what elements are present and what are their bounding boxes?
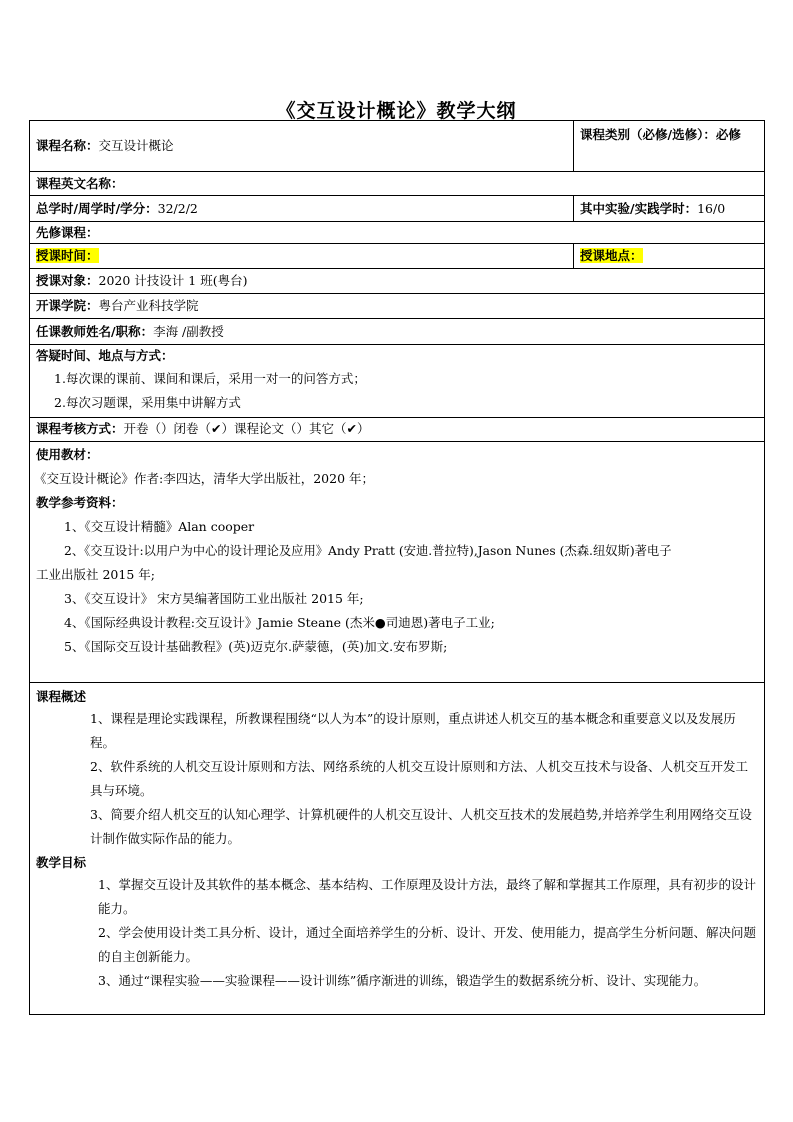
overview-label: 课程概述 <box>36 689 87 704</box>
lab-hours-label: 其中实验/实践学时： <box>580 201 698 216</box>
row-target <box>30 269 764 294</box>
exam-cell <box>36 419 369 439</box>
row-college <box>30 294 764 319</box>
qa-label: 答疑时间、地点与方式： <box>36 348 174 363</box>
course-name-value: 交互设计概论 <box>98 138 174 153</box>
prereq-label: 先修课程： <box>36 225 99 240</box>
prereq-cell <box>36 222 736 243</box>
hours-label: 总学时/周学时/学分： <box>36 201 158 216</box>
teacher-label: 任课教师姓名/职称： <box>36 324 154 339</box>
english-name-cell <box>36 172 736 195</box>
course-name-label: 课程名称： <box>36 138 99 153</box>
teacher-cell <box>36 319 736 344</box>
row-english-name <box>30 172 764 196</box>
course-type-cell <box>573 121 766 171</box>
row-time-place <box>30 244 764 269</box>
hours-cell <box>36 196 566 221</box>
reference-item: 1、《交互设计精髓》Alan cooper <box>64 519 255 534</box>
textbook-value: 《交互设计概论》作者:李四达，清华大学出版社，2020 年； <box>34 471 374 486</box>
goal-paragraph: 3、通过“课程实验——实验课程——设计训练”循序渐进的训练，锻造学生的数据系统分析、设计、实现能力。 <box>98 973 707 988</box>
exam-label: 课程考核方式： <box>36 421 124 436</box>
references-label: 教学参考资料： <box>36 495 124 510</box>
row-hours <box>30 196 764 222</box>
place-cell <box>573 244 766 268</box>
overview-paragraph: 1、课程是理论实践课程，所教课程围绕“以人为本”的设计原则，重点讲述人机交互的基本概念和重要意义以及发展历程。 <box>90 711 736 750</box>
reference-item: 4、《国际经典设计教程:交互设计》Jamie Steane (杰米●司迪恩)著电子工业; <box>64 615 495 630</box>
row-textbook <box>30 442 764 683</box>
goal-paragraph: 2、学会使用设计类工具分析、设计，通过全面培养学生的分析、设计、开发、使用能力，提高学生分析问题、解决问题的自主创新能力。 <box>98 925 756 964</box>
goal-paragraph: 1、掌握交互设计及其软件的基本概念、基本结构、工作原理及设计方法，最终了解和掌握其工作原理，具有初步的设计能力。 <box>98 877 756 916</box>
target-cell <box>36 269 736 293</box>
course-name-cell <box>36 121 576 171</box>
syllabus-table <box>29 120 765 1015</box>
place-label: 授课地点： <box>580 248 643 263</box>
qa-item: 2.每次习题课，采用集中讲解方式 <box>54 395 241 410</box>
overview-paragraph: 2、软件系统的人机交互设计原则和方法、网络系统的人机交互设计原则和方法、人机交互技术与设备、人机交互开发工具与环境。 <box>90 759 748 798</box>
goals-label: 教学目标 <box>36 855 87 870</box>
row-teacher <box>30 319 764 345</box>
time-cell <box>36 244 566 268</box>
textbook-label: 使用教材： <box>36 447 99 462</box>
course-type-label: 课程类别（必修/选修）：必修 <box>580 127 741 142</box>
row-course-name <box>30 121 764 172</box>
college-value: 粤台产业科技学院 <box>98 298 199 313</box>
row-exam <box>30 418 764 442</box>
reference-item: 5、《国际交互设计基础教程》(英)迈克尔.萨蒙德，(英)加文.安布罗斯; <box>64 639 448 654</box>
qa-item: 1.每次课的课前、课间和课后，采用一对一的问答方式； <box>54 371 366 386</box>
teacher-value: 李海 /副教授 <box>153 324 224 339</box>
row-prereq <box>30 222 764 244</box>
lab-hours-value: 16/0 <box>697 201 726 216</box>
hours-value: 32/2/2 <box>157 201 198 216</box>
page-title: 《交互设计概论》教学大纲 <box>276 100 517 122</box>
target-label: 授课对象： <box>36 273 99 288</box>
reference-item: 工业出版社 2015 年; <box>36 567 155 582</box>
reference-item: 3、《交互设计》 宋方昊编著国防工业出版社 2015 年; <box>64 591 364 606</box>
college-label: 开课学院： <box>36 298 99 313</box>
lab-hours-cell <box>573 196 766 221</box>
overview-paragraph: 3、简要介绍人机交互的认知心理学、计算机硬件的人机交互设计、人机交互技术的发展趋势,并培养学生利用网络交互设计制作做实际作品的能力。 <box>90 807 752 846</box>
time-label: 授课时间： <box>36 248 99 263</box>
target-value: 2020 计技设计 1 班(粤台) <box>98 273 248 288</box>
exam-value: 开卷（）闭卷（✔）课程论文（）其它（✔） <box>123 421 370 436</box>
row-qa <box>30 345 764 418</box>
english-name-label: 课程英文名称： <box>36 176 124 191</box>
reference-item: 2、《交互设计:以用户为中心的设计理论及应用》Andy Pratt (安迪.普拉特),Jason Nunes (杰森.纽奴斯)著电子 <box>64 544 672 558</box>
row-overview-goals <box>30 683 764 1016</box>
college-cell <box>36 294 736 318</box>
